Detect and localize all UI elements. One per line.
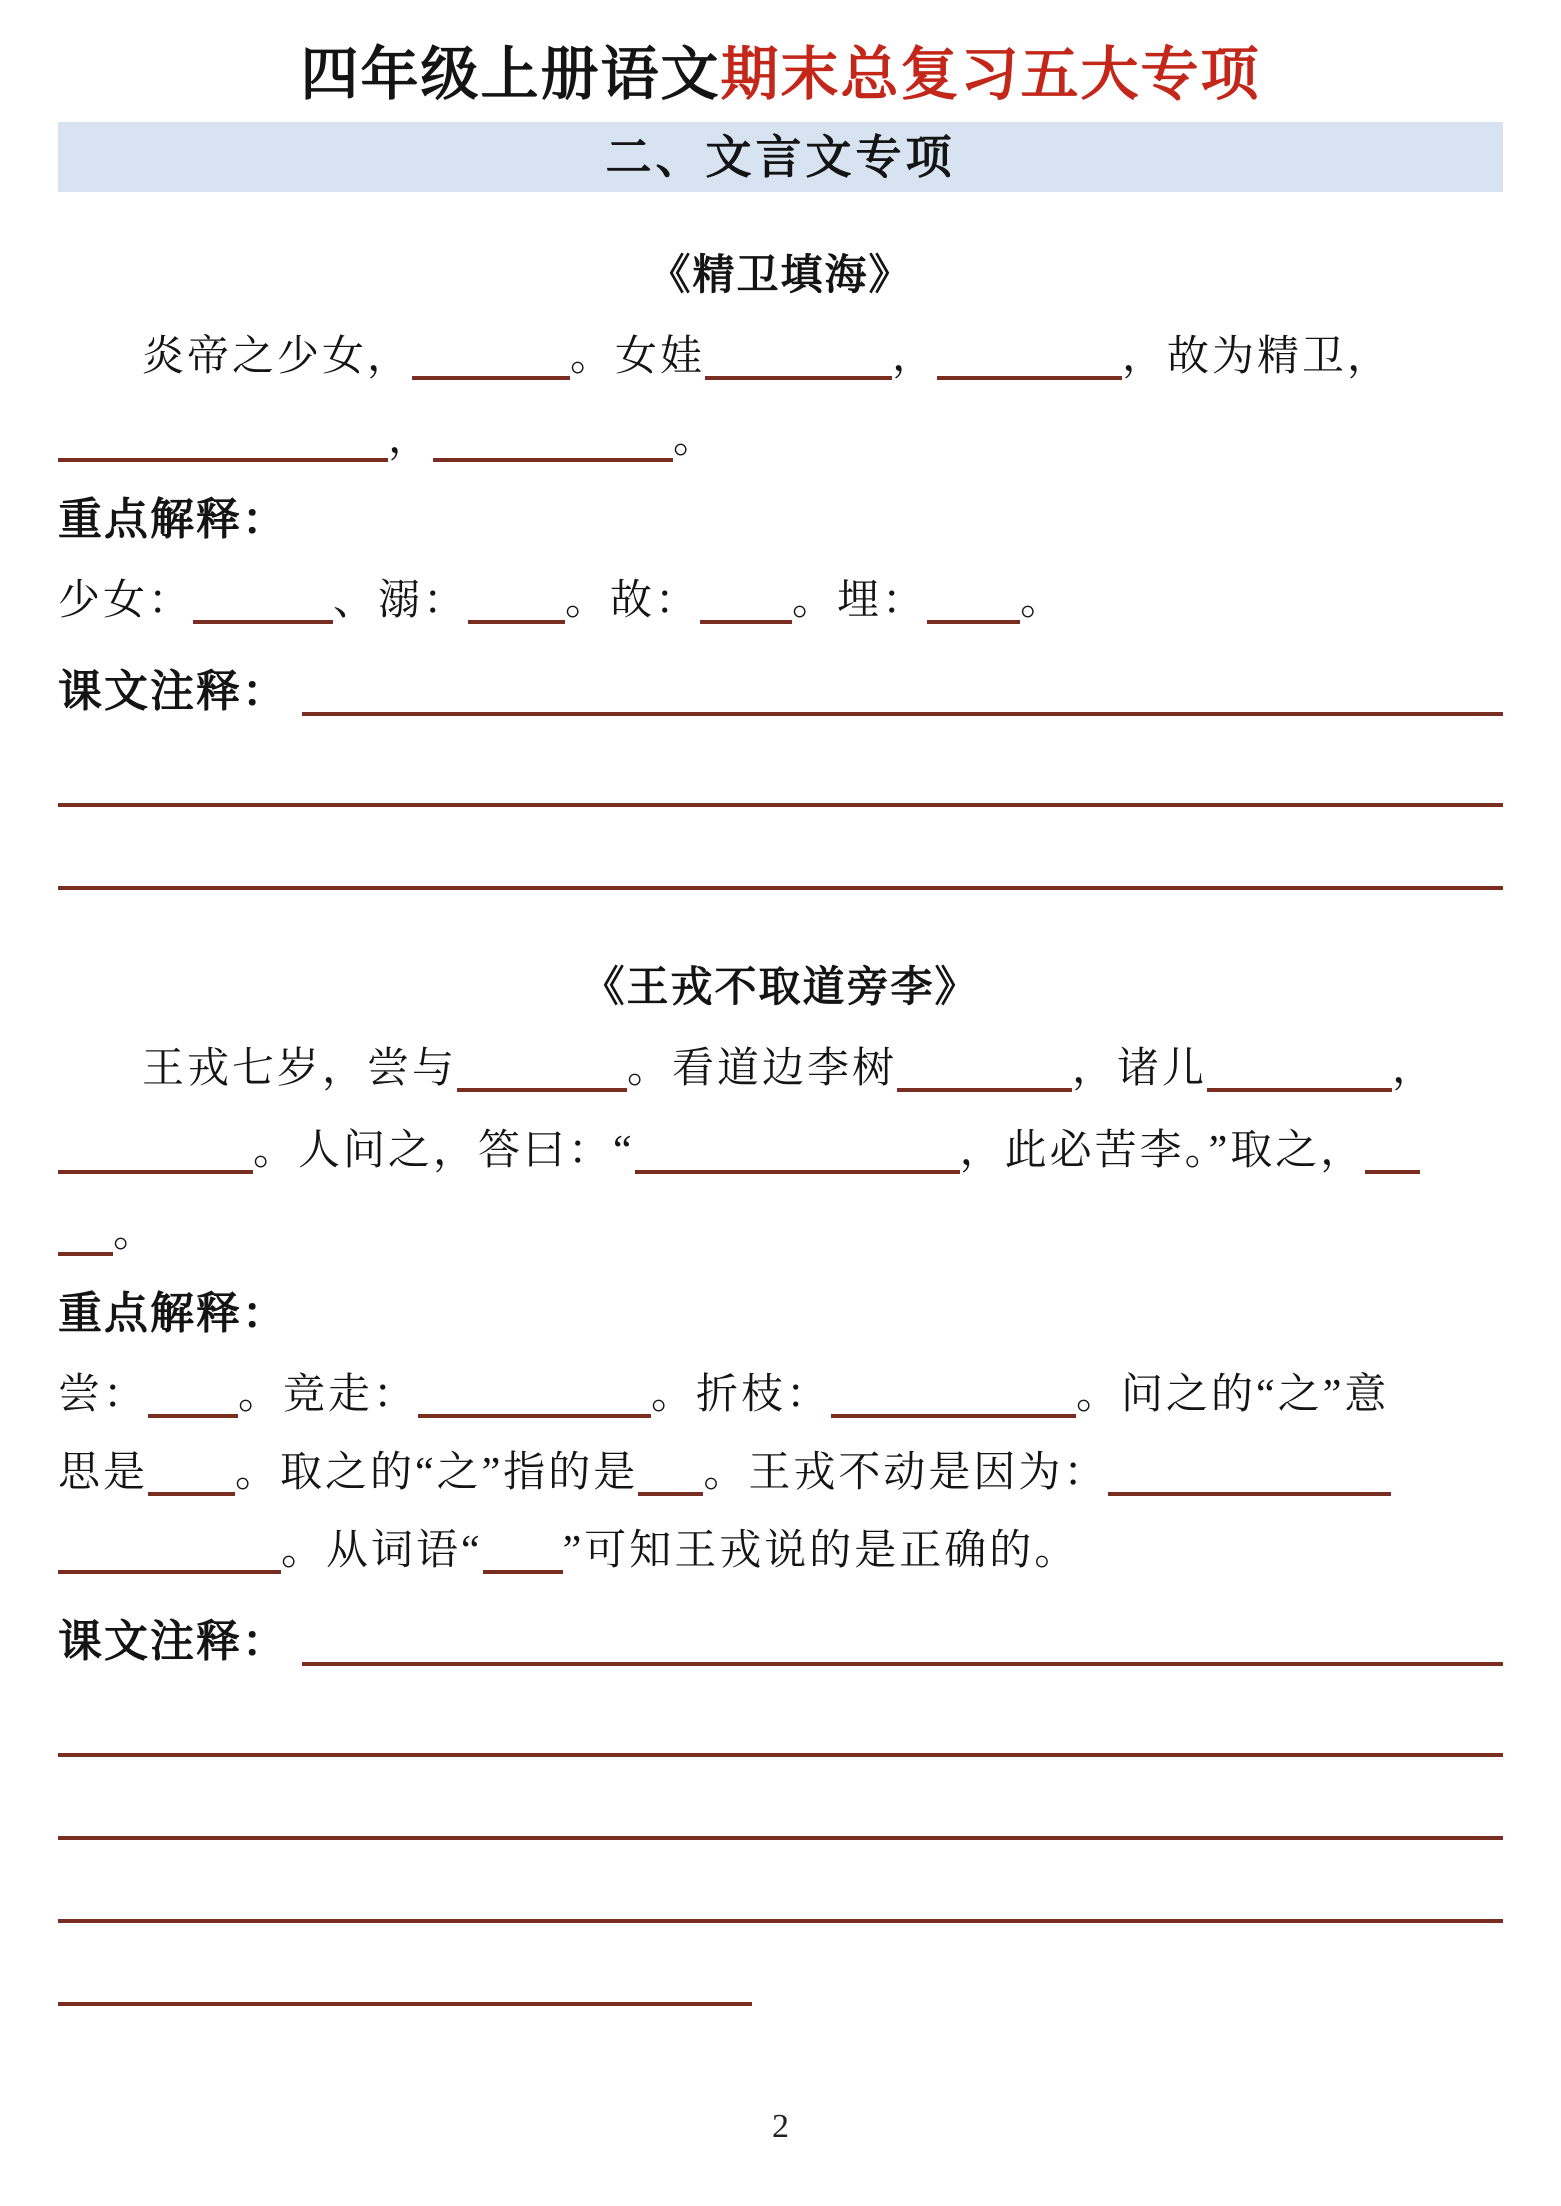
text-segment: 炎帝之少女， <box>142 334 413 380</box>
unit-banner: 二、文言文专项 <box>58 122 1503 192</box>
page-title <box>58 0 1503 110</box>
text-segment: 、溺： <box>333 578 469 624</box>
text-segment: ， <box>892 334 938 380</box>
text-segment: 。王戎不动是因为： <box>703 1450 1109 1496</box>
text-segment: ， <box>1392 1046 1438 1092</box>
fill-in-blank <box>148 1448 235 1496</box>
notes-heading: 课文注释： <box>58 1617 288 1666</box>
text-line <box>58 1028 1503 1110</box>
fill-in-blank <box>58 1526 281 1574</box>
text-segment: 。问之的“之”意 <box>1076 1372 1390 1418</box>
passage-fill-in-text <box>58 1028 1503 1274</box>
fill-in-blank <box>193 576 333 624</box>
notes-heading-row <box>58 1598 1503 1674</box>
key-explanations-heading: 重点解释： <box>58 495 288 544</box>
key-explanations <box>58 1356 1503 1590</box>
text-segment: 。竞走： <box>238 1372 419 1418</box>
fill-in-blank <box>927 576 1020 624</box>
ruled-line <box>58 1757 1503 1840</box>
fill-in-blank <box>638 1448 703 1496</box>
fill-in-blank <box>1365 1126 1420 1174</box>
notes-ruled-lines <box>58 724 1503 890</box>
text-line <box>58 562 1503 640</box>
fill-in-blank <box>58 1126 253 1174</box>
fill-in-blank <box>937 332 1122 380</box>
text-segment: 。故： <box>565 578 701 624</box>
passage-title: 《王戎不取道旁李》 <box>582 965 979 1011</box>
fill-in-blank <box>1108 1448 1391 1496</box>
fill-in-blank <box>58 414 388 462</box>
text-segment: ，故为精卫， <box>1122 334 1393 380</box>
title-red-part: 期末总复习五大专项 <box>720 42 1261 107</box>
text-segment: ， <box>388 416 434 462</box>
text-segment: 。 <box>1020 578 1066 624</box>
text-segment: 。 <box>113 1210 159 1256</box>
text-segment: 。 <box>673 416 719 462</box>
fill-in-blank <box>483 1526 563 1574</box>
text-line <box>58 1192 1503 1274</box>
text-line <box>58 1356 1503 1434</box>
fill-in-blank <box>1207 1044 1392 1092</box>
ruled-line <box>302 1662 1503 1666</box>
text-segment: 。看道边李树 <box>627 1046 898 1092</box>
ruled-line <box>58 1840 1503 1923</box>
passage-fill-in-text <box>58 316 1503 480</box>
fill-in-blank <box>58 1208 113 1256</box>
text-segment: ，诸儿 <box>1072 1046 1208 1092</box>
text-line <box>58 1110 1503 1192</box>
text-segment: 。取之的“之”指的是 <box>235 1450 639 1496</box>
fill-in-blank <box>468 576 565 624</box>
text-segment: 。折枝： <box>651 1372 832 1418</box>
passage-title: 《精卫填海》 <box>648 253 913 299</box>
notes-ruled-lines <box>58 1674 1503 2006</box>
ruled-line <box>58 807 1503 890</box>
key-explanations-heading: 重点解释： <box>58 1289 288 1338</box>
fill-in-blank <box>700 576 792 624</box>
fill-in-blank <box>412 332 570 380</box>
text-line <box>58 316 1503 398</box>
text-segment: 思是 <box>58 1450 149 1496</box>
page-number: 2 <box>772 2108 789 2145</box>
text-line <box>58 398 1503 480</box>
notes-heading-row <box>58 648 1503 724</box>
fill-in-blank <box>897 1044 1072 1092</box>
ruled-line <box>58 724 1503 807</box>
fill-in-blank <box>831 1370 1076 1418</box>
key-explanations <box>58 562 1503 640</box>
title-black-part: 四年级上册语文 <box>300 42 721 107</box>
section-jingwei-tianhai <box>58 246 1503 890</box>
ruled-line <box>58 1674 1503 1757</box>
notes-heading: 课文注释： <box>58 667 288 716</box>
text-line <box>58 1512 1503 1590</box>
text-segment: ，此必苦李。”取之， <box>959 1128 1366 1174</box>
text-segment: 。人问之，答曰：“ <box>253 1128 635 1174</box>
fill-in-blank <box>705 332 892 380</box>
section-wangrong-li <box>58 958 1503 2006</box>
text-segment: 。从词语“ <box>281 1528 483 1574</box>
ruled-line <box>58 1923 752 2006</box>
text-line <box>58 1434 1503 1512</box>
text-segment: 尝： <box>58 1372 149 1418</box>
text-segment: 。女娃 <box>570 334 706 380</box>
fill-in-blank <box>148 1370 238 1418</box>
fill-in-blank <box>433 414 673 462</box>
text-segment: ”可知王戎说的是正确的。 <box>562 1528 1080 1574</box>
fill-in-blank <box>418 1370 651 1418</box>
text-segment: 王戎七岁，尝与 <box>142 1046 458 1092</box>
fill-in-blank <box>457 1044 627 1092</box>
text-segment: 少女： <box>58 578 194 624</box>
fill-in-blank <box>635 1126 960 1174</box>
ruled-line <box>302 712 1503 716</box>
text-segment: 。埋： <box>792 578 928 624</box>
